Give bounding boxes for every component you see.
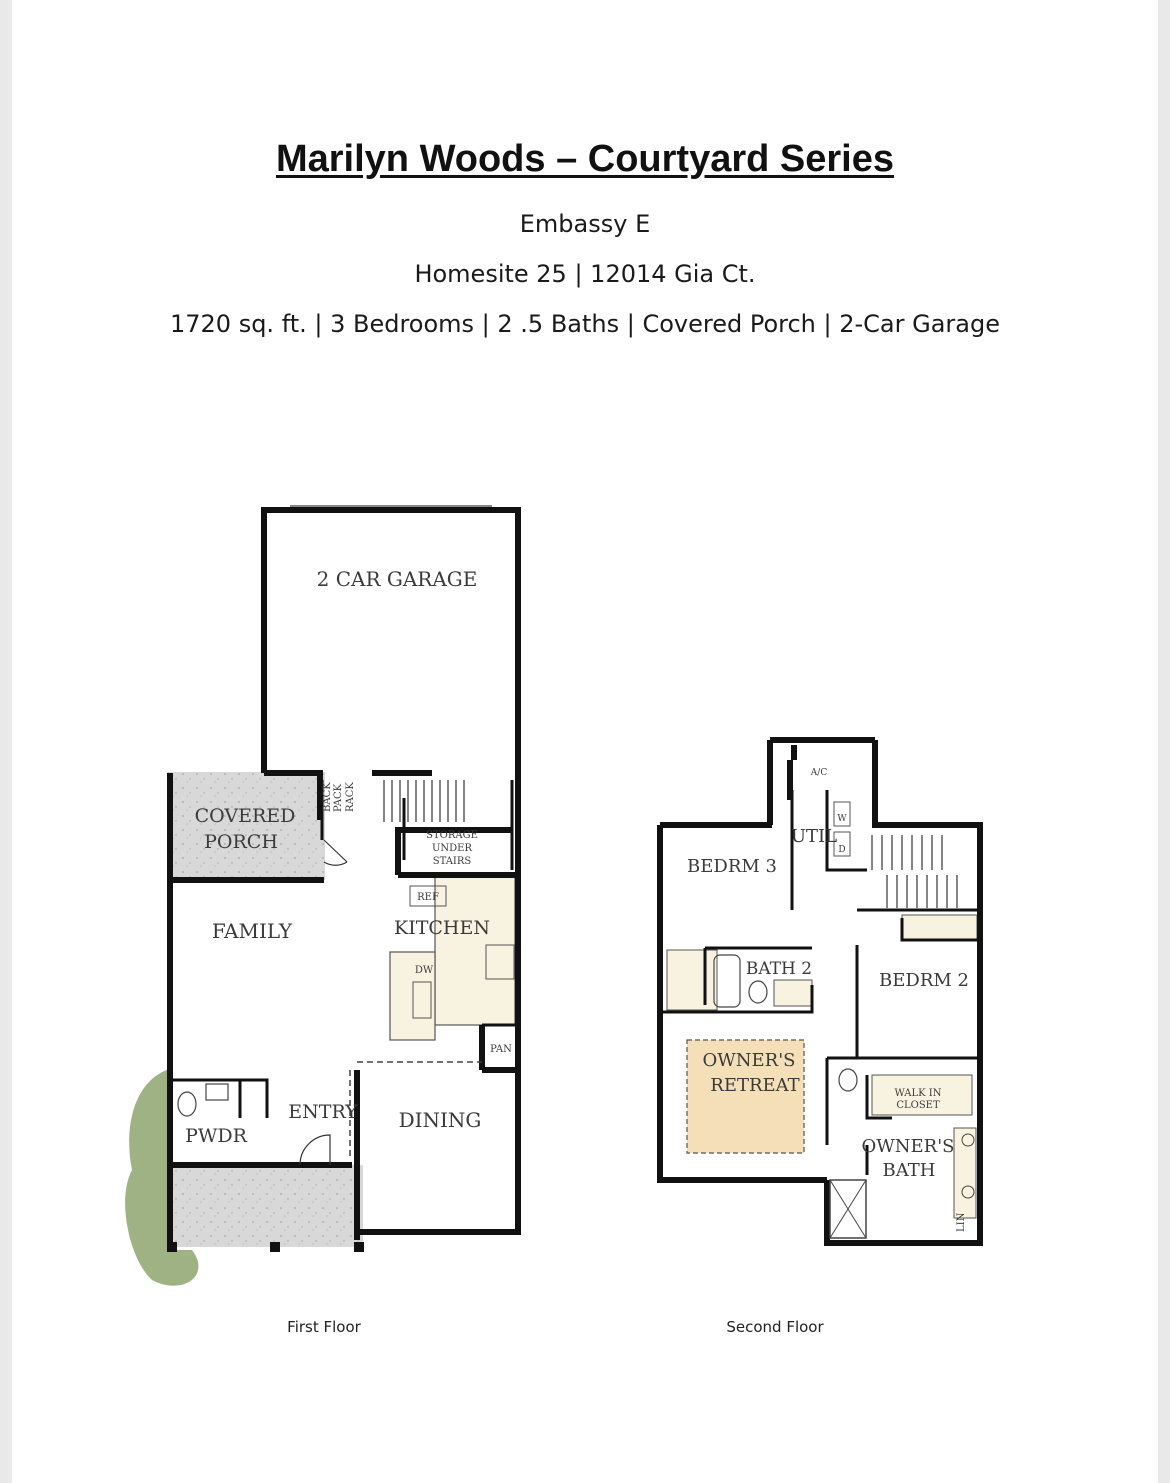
label-covered-porch-2: PORCH xyxy=(204,831,278,853)
label-dining: DINING xyxy=(398,1108,482,1132)
bath2-vanity xyxy=(774,980,812,1006)
owners-toilet xyxy=(839,1069,857,1091)
owners-vanity xyxy=(954,1128,976,1218)
second-floor-plan xyxy=(660,740,980,1243)
label-bath2: BATH 2 xyxy=(745,959,813,979)
front-porch-floor xyxy=(167,1165,363,1247)
label-entry: ENTRY xyxy=(288,1101,358,1123)
model-name: Embassy E xyxy=(519,210,651,238)
label-ref: REF xyxy=(417,892,439,903)
label-owners-retreat-1: OWNER'S xyxy=(702,1050,796,1071)
bath2-toilet xyxy=(749,981,767,1003)
page-title: Marilyn Woods – Courtyard Series xyxy=(275,138,895,180)
homesite-address: Homesite 25 | 12014 Gia Ct. xyxy=(414,260,756,288)
label-dw: DW xyxy=(414,965,434,976)
bedrm3-closet xyxy=(667,950,717,1010)
kitchen-counter xyxy=(435,875,515,1025)
label-walkin-2: CLOSET xyxy=(896,1100,940,1111)
label-storage-2: UNDER xyxy=(431,843,473,854)
label-garage: 2 CAR GARAGE xyxy=(316,567,478,591)
label-storage-3: STAIRS xyxy=(432,856,472,867)
label-family: FAMILY xyxy=(211,919,293,943)
label-kitchen: KITCHEN xyxy=(394,917,490,939)
label-owners-bath-1: OWNER'S xyxy=(861,1136,955,1157)
garage-wall xyxy=(264,510,518,773)
label-ac: A/C xyxy=(810,768,828,778)
pwdr-toilet xyxy=(178,1092,196,1116)
bath2-tub xyxy=(714,955,740,1007)
label-owners-retreat-2: RETREAT xyxy=(710,1075,800,1096)
label-pan: PAN xyxy=(490,1044,512,1055)
label-walkin-1: WALK IN xyxy=(894,1088,942,1099)
label-bedrm2: BEDRM 2 xyxy=(879,970,969,991)
label-w: W xyxy=(837,814,847,824)
home-specs: 1720 sq. ft. | 3 Bedrooms | 2 .5 Baths | Covered Porch | 2-Car Garage xyxy=(169,310,1000,338)
label-d: D xyxy=(838,845,846,855)
floor-plan-sheet xyxy=(12,0,1158,1483)
pwdr-sink xyxy=(206,1084,228,1100)
label-pwdr: PWDR xyxy=(185,1125,247,1147)
second-floor-caption: Second Floor xyxy=(726,1318,824,1336)
label-covered-porch-1: COVERED xyxy=(194,805,296,827)
floor-plans-drawing xyxy=(12,0,1158,1483)
label-bedrm3: BEDRM 3 xyxy=(687,856,777,877)
first-floor-plan xyxy=(125,506,518,1286)
label-back-pack-3: RACK xyxy=(345,782,356,812)
bedrm2-closet xyxy=(902,915,977,941)
label-back-pack-2: PACK xyxy=(333,783,344,812)
label-lin: LIN xyxy=(956,1212,967,1232)
label-util: UTIL xyxy=(790,826,838,847)
label-owners-bath-2: BATH xyxy=(882,1160,936,1181)
label-storage-1: STORAGE xyxy=(426,830,478,841)
label-back-pack-1: BACK xyxy=(322,782,333,812)
first-floor-caption: First Floor xyxy=(287,1318,361,1336)
